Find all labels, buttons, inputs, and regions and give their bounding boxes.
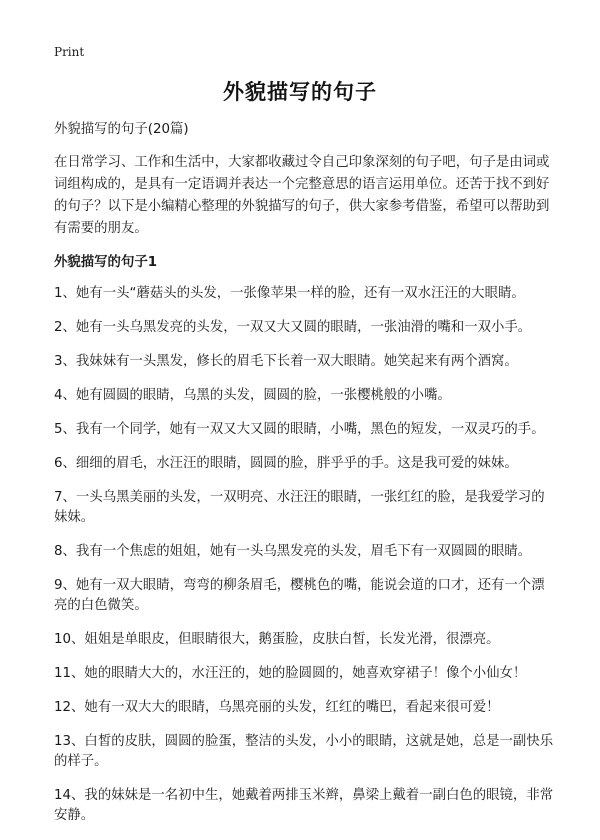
sentence-item: 3、我妹妹有一头黑发，修长的眉毛下长着一双大眼睛。她笑起来有两个酒窝。 [54,354,518,369]
sentence-item: 5、我有一个同学，她有一双又大又圆的眼睛，小嘴，黑色的短发，一双灵巧的手。 [54,422,545,437]
sentence-list [54,284,554,826]
sentence-item: 8、我有一个焦虑的姐姐，她有一头乌黑发亮的头发，眉毛下有一双圆圆的眼睛。 [54,544,532,559]
sentence-item: 2、她有一头乌黑发亮的头发，一双又大又圆的眼睛，一张油滑的嘴和一双小手。 [54,320,532,335]
sentence-item: 9、她有一双大眼睛，弯弯的柳条眉毛，樱桃色的嘴，能说会道的口才，还有一个漂亮的白色微笑。 [54,578,545,613]
sentence-item: 12、她有一双大大的眼睛，乌黑亮丽的头发，红红的嘴巴，看起来很可爱！ [54,700,500,715]
sentence-item: 13、白皙的皮肤，圆圆的脸蛋，整洁的头发，小小的眼睛，这就是她，总是一副快乐的样子。 [54,734,554,769]
sentence-item: 4、她有圆圆的眼睛，乌黑的头发，圆圆的脸，一张樱桃般的小嘴。 [54,388,451,403]
sentence-item: 6、细细的眉毛，水汪汪的眼睛，圆圆的脸，胖乎乎的手。这是我可爱的妹妹。 [54,456,518,471]
page-title: 外貌描写的句子 [223,80,377,104]
section-heading: 外貌描写的句子1 [54,255,158,270]
sentence-item: 7、一头乌黑美丽的头发，一双明亮、水汪汪的眼睛，一张红红的脸，是我爱学习的妹妹。 [54,490,545,525]
sentence-item: 10、姐姐是单眼皮，但眼睛很大，鹅蛋脸，皮肤白皙，长发光滑，很漂亮。 [54,632,500,647]
intro-paragraph: 在日常学习、工作和生活中，大家都收藏过令自己印象深刻的句子吧，句子是由词或词组构成的，是具有一定语调并表达一个完整意思的语言运用单位。还苦于找不到好的句子？以下是小编精心整理的外貌描写的句子，供大家参考借鉴，希望可以帮助到有需要的朋友。 [54,155,550,236]
document-body [54,119,554,840]
document-subtitle: 外貌描写的句子(20篇) [54,122,189,137]
sentence-item: 11、她的眼睛大大的，水汪汪的，她的脸圆圆的，她喜欢穿裙子！像个小仙女！ [54,666,527,681]
sentence-item: 1、她有一头“蘑菇头的头发，一张像苹果一样的脸，还有一双水汪汪的大眼睛。 [54,286,525,301]
print-link[interactable]: Print [54,45,85,59]
sentence-item: 14、我的妹妹是一名初中生，她戴着两排玉米辫，鼻梁上戴着一副白色的眼镜，非常安静。 [54,788,554,823]
